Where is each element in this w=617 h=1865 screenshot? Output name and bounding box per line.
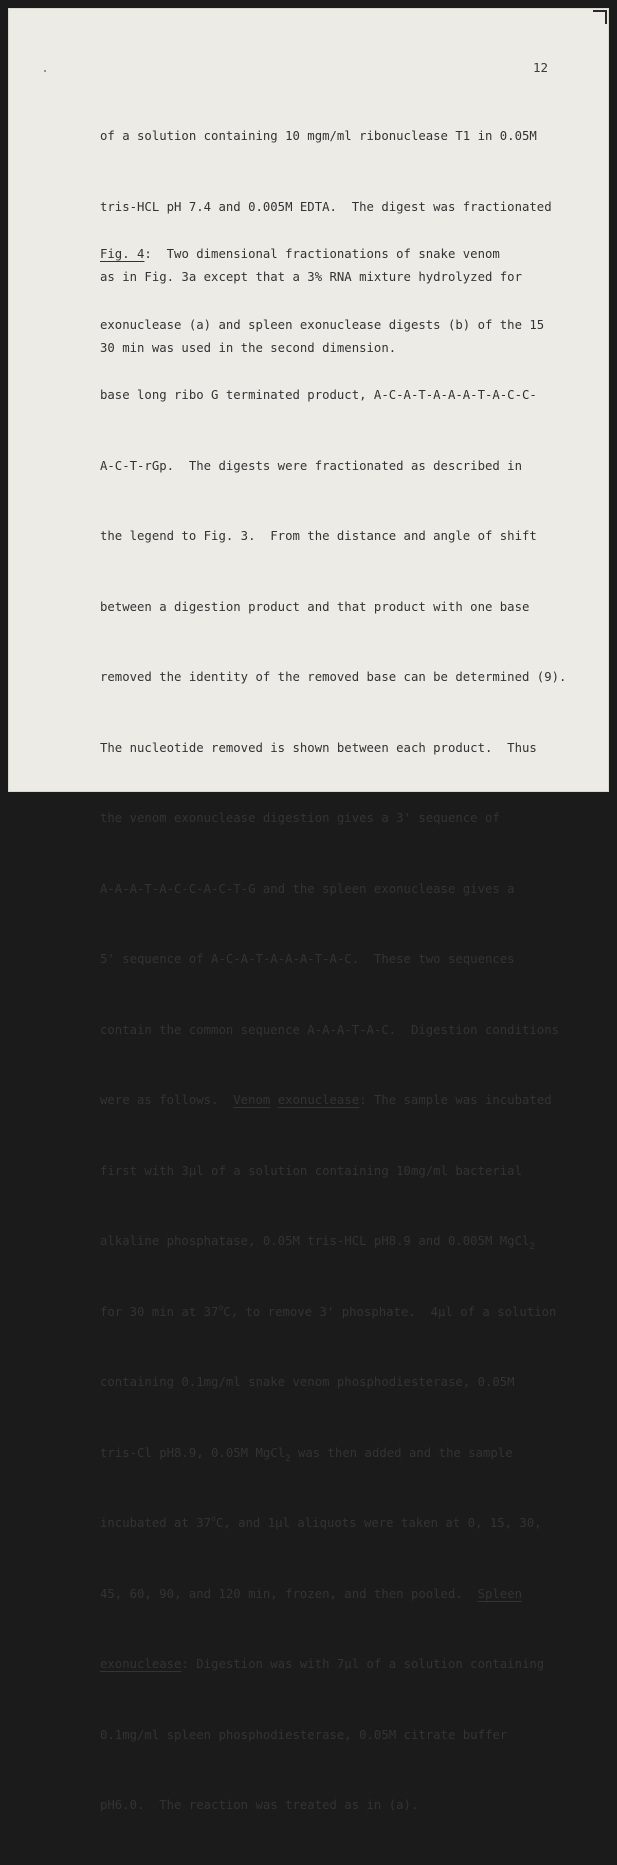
exonuclease-heading: exonuclease	[100, 1657, 182, 1671]
text-line: The nucleotide removed is shown between each product. Thus	[100, 740, 537, 755]
text-line: tris-Cl pH8.9, 0.05M MgCl$_2$ was then added and the sample	[100, 1445, 513, 1464]
speck	[44, 70, 46, 72]
corner-mark	[593, 10, 607, 24]
text-line: for 30 min at 37$^o$C, to remove 3' phosphate. 4µl of a solution	[100, 1302, 557, 1319]
venom-heading: Venom	[233, 1093, 271, 1107]
text-line: tris-HCL pH 7.4 and 0.005M EDTA. The digest was fractionated	[100, 199, 552, 214]
text-line: the legend to Fig. 3. From the distance and angle of shift	[100, 529, 537, 543]
text-line: 30 min was used in the second dimension.	[100, 340, 397, 355]
degree-mark: o	[218, 1302, 224, 1312]
text-line: A-A-A-T-A-C-C-A-C-T-G and the spleen exonuclease gives a	[100, 881, 515, 896]
text-line: as in Fig. 3a except that a 3% RNA mixture hydrolyzed for	[100, 270, 522, 284]
text-line: pH6.0. The reaction was treated as in (a).	[100, 1798, 419, 1812]
text-line: Fig. 4: Two dimensional fractionations of snake venom	[100, 247, 500, 261]
text-line: A-C-T-rGp. The digests were fractionated as described in	[100, 458, 522, 473]
text-line: exonuclease (a) and spleen exonuclease digests (b) of the 15	[100, 317, 545, 332]
degree-mark: o	[211, 1514, 216, 1523]
text-line: the venom exonuclease digestion gives a 3' sequence of	[100, 811, 500, 825]
text-line: 5' sequence of A-C-A-T-A-A-A-T-A-C. These two sequences	[100, 952, 515, 966]
text-line: between a digestion product and that product with one base	[100, 599, 530, 614]
fig-label: Fig. 4	[100, 247, 145, 261]
exonuclease-heading: exonuclease	[277, 1093, 360, 1107]
text-line: were as follows. Venom exonuclease: The sample was incubated	[100, 1093, 552, 1107]
text-line: removed the identity of the removed base can be determined (9).	[100, 670, 567, 684]
text-line: incubated at 37$^o$C, and 1µl aliquots were taken at 0, 15, 30,	[100, 1514, 542, 1530]
text-line: contain the common sequence A-A-A-T-A-C. Digestion conditions	[100, 1022, 560, 1037]
text-line: alkaline phosphatase, 0.05M tris-HCL pH8.9 and 0.005M MgCl$_2$	[100, 1234, 535, 1252]
subscript: 2	[529, 1242, 535, 1252]
text-line: exonuclease: Digestion was with 7µl of a solution containing	[100, 1657, 545, 1671]
text-line: first with 3µl of a solution containing 10mg/ml bacterial	[100, 1163, 522, 1178]
text-line: containing 0.1mg/ml snake venom phosphodiesterase, 0.05M	[100, 1375, 515, 1389]
page-number: 12	[533, 60, 549, 75]
text-line: of a solution containing 10 mgm/ml ribonuclease T1 in 0.05M	[100, 129, 537, 143]
subscript: 2	[285, 1453, 291, 1464]
text-line: base long ribo G terminated product, A-C-A-T-A-A-A-T-A-C-C-	[100, 388, 537, 402]
spleen-heading: Spleen	[477, 1586, 522, 1601]
document-page	[8, 8, 609, 1812]
text-line: 0.1mg/ml spleen phosphodiesterase, 0.05M citrate buffer	[100, 1727, 508, 1742]
paragraph-fig4-legend	[100, 196, 567, 1865]
text-line: 45, 60, 90, and 120 min, frozen, and then pooled. Spleen	[100, 1586, 522, 1601]
